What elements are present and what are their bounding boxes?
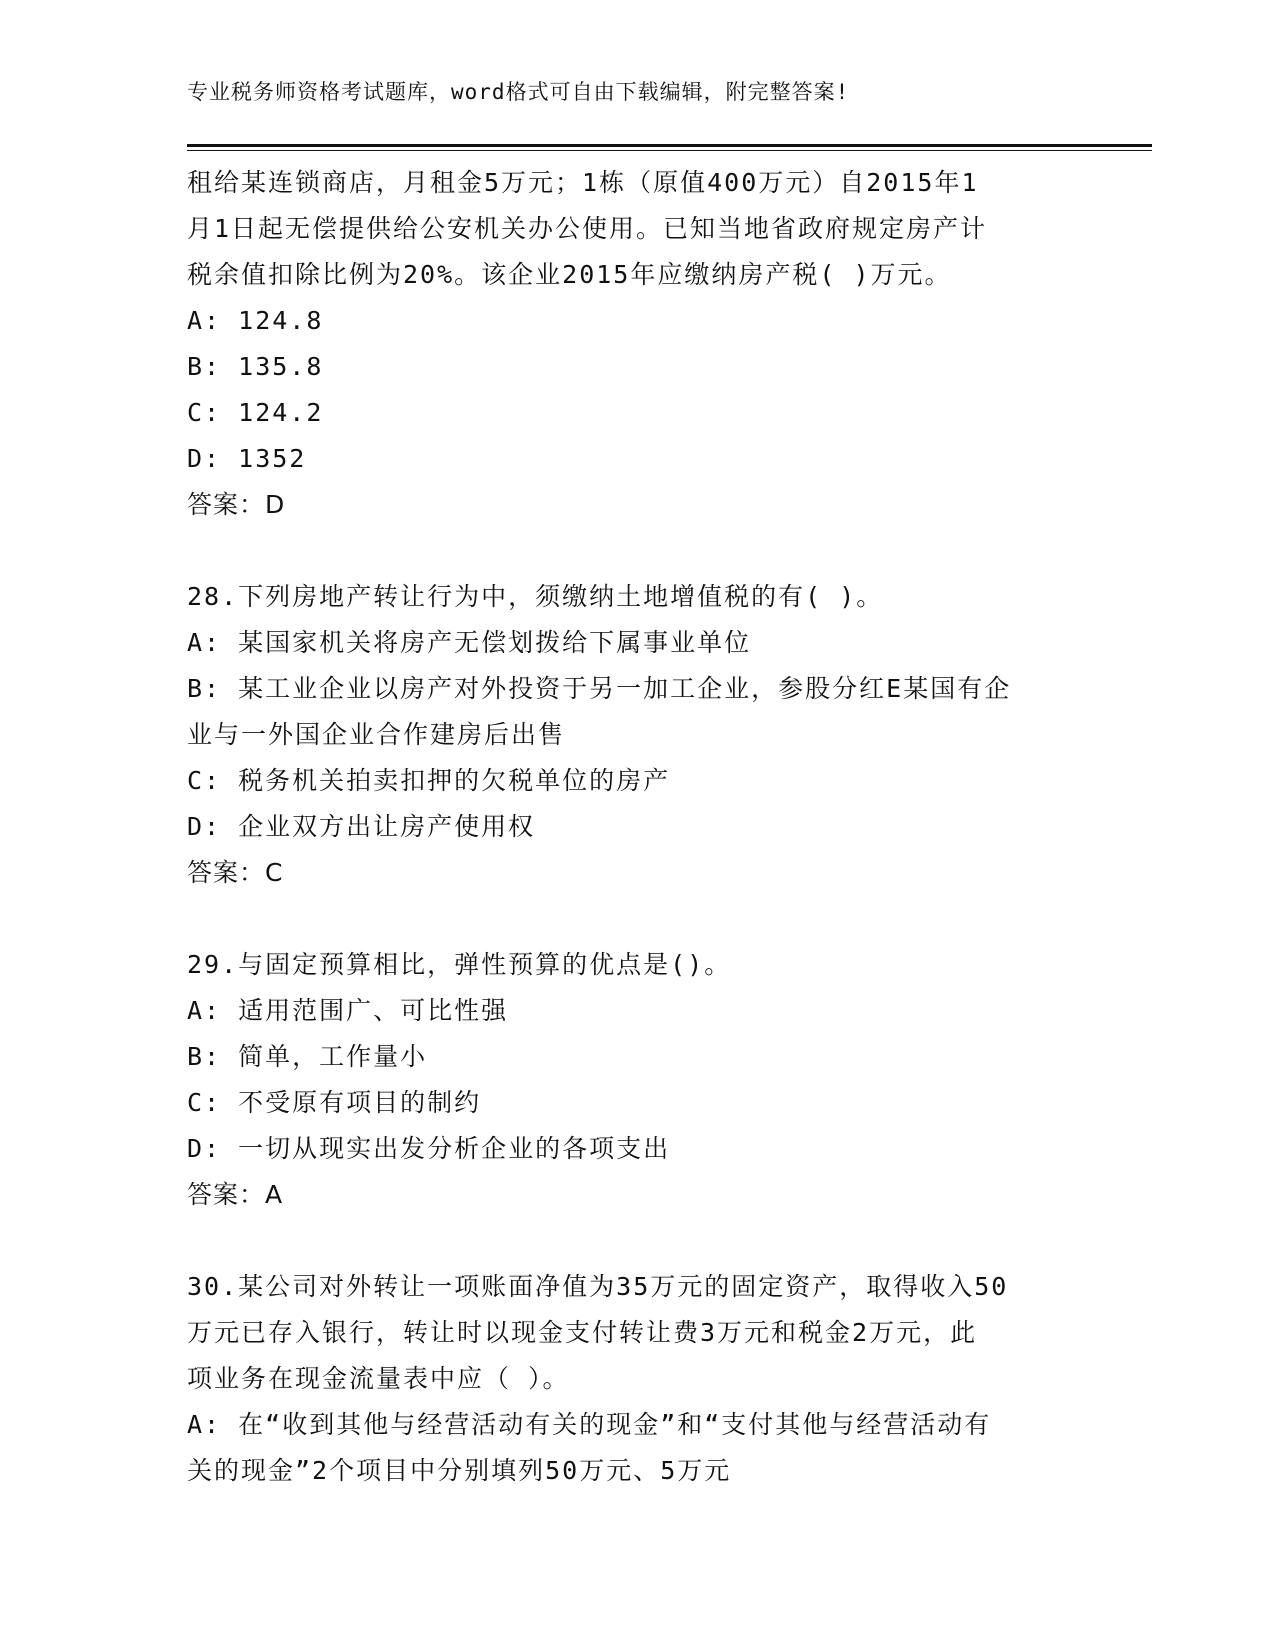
option-b: B: 135.8 — [187, 352, 324, 381]
answer-line: 答案：D — [187, 490, 286, 519]
question-27 — [187, 160, 1147, 528]
question-28 — [187, 574, 1147, 896]
option-a: A: 某国家机关将房产无偿划拨给下属事业单位 — [187, 628, 752, 657]
option-d: D: 企业双方出让房产使用权 — [187, 812, 536, 841]
question-stem-line: 项业务在现金流量表中应（ ）。 — [187, 1364, 570, 1393]
header-rule-thin — [187, 150, 1152, 151]
option-c: C: 不受原有项目的制约 — [187, 1088, 482, 1117]
question-stem-line: 28.下列房地产转让行为中，须缴纳土地增值税的有( )。 — [187, 582, 884, 611]
answer-line: 答案：A — [187, 1180, 284, 1209]
option-a: A: 适用范围广、可比性强 — [187, 996, 509, 1025]
option-c: C: 税务机关拍卖扣押的欠税单位的房产 — [187, 766, 671, 795]
document-body — [187, 160, 1147, 1494]
option-a: A: 124.8 — [187, 306, 324, 335]
question-stem-line: 税余值扣除比例为20%。该企业2015年应缴纳房产税( )万元。 — [187, 260, 952, 289]
option-b-continued: 业与一外国企业合作建房后出售 — [187, 720, 566, 749]
option-a: A: 在“收到其他与经营活动有关的现金”和“支付其他与经营活动有 — [187, 1410, 992, 1439]
question-30 — [187, 1264, 1147, 1494]
question-stem-line: 29.与固定预算相比，弹性预算的优点是()。 — [187, 950, 732, 979]
question-29 — [187, 942, 1147, 1218]
answer-line: 答案：C — [187, 858, 284, 887]
option-c: C: 124.2 — [187, 398, 324, 427]
option-d: D: 1352 — [187, 444, 307, 473]
header-rule-thick — [187, 144, 1152, 147]
page-header: 专业税务师资格考试题库，word格式可自由下载编辑，附完整答案! — [187, 80, 850, 104]
option-d: D: 一切从现实出发分析企业的各项支出 — [187, 1134, 671, 1163]
option-b: B: 简单，工作量小 — [187, 1042, 428, 1071]
question-stem-line: 30.某公司对外转让一项账面净值为35万元的固定资产，取得收入50 — [187, 1272, 1009, 1301]
option-a-continued: 关的现金”2个项目中分别填列50万元、5万元 — [187, 1456, 732, 1485]
option-b: B: 某工业企业以房产对外投资于另一加工企业，参股分红E某国有企 — [187, 674, 1012, 703]
question-stem-line: 万元已存入银行，转让时以现金支付转让费3万元和税金2万元，此 — [187, 1318, 978, 1347]
question-stem-line: 租给某连锁商店，月租金5万元；1栋（原值400万元）自2015年1 — [187, 168, 979, 197]
question-stem-line: 月1日起无偿提供给公安机关办公使用。已知当地省政府规定房产计 — [187, 214, 988, 243]
